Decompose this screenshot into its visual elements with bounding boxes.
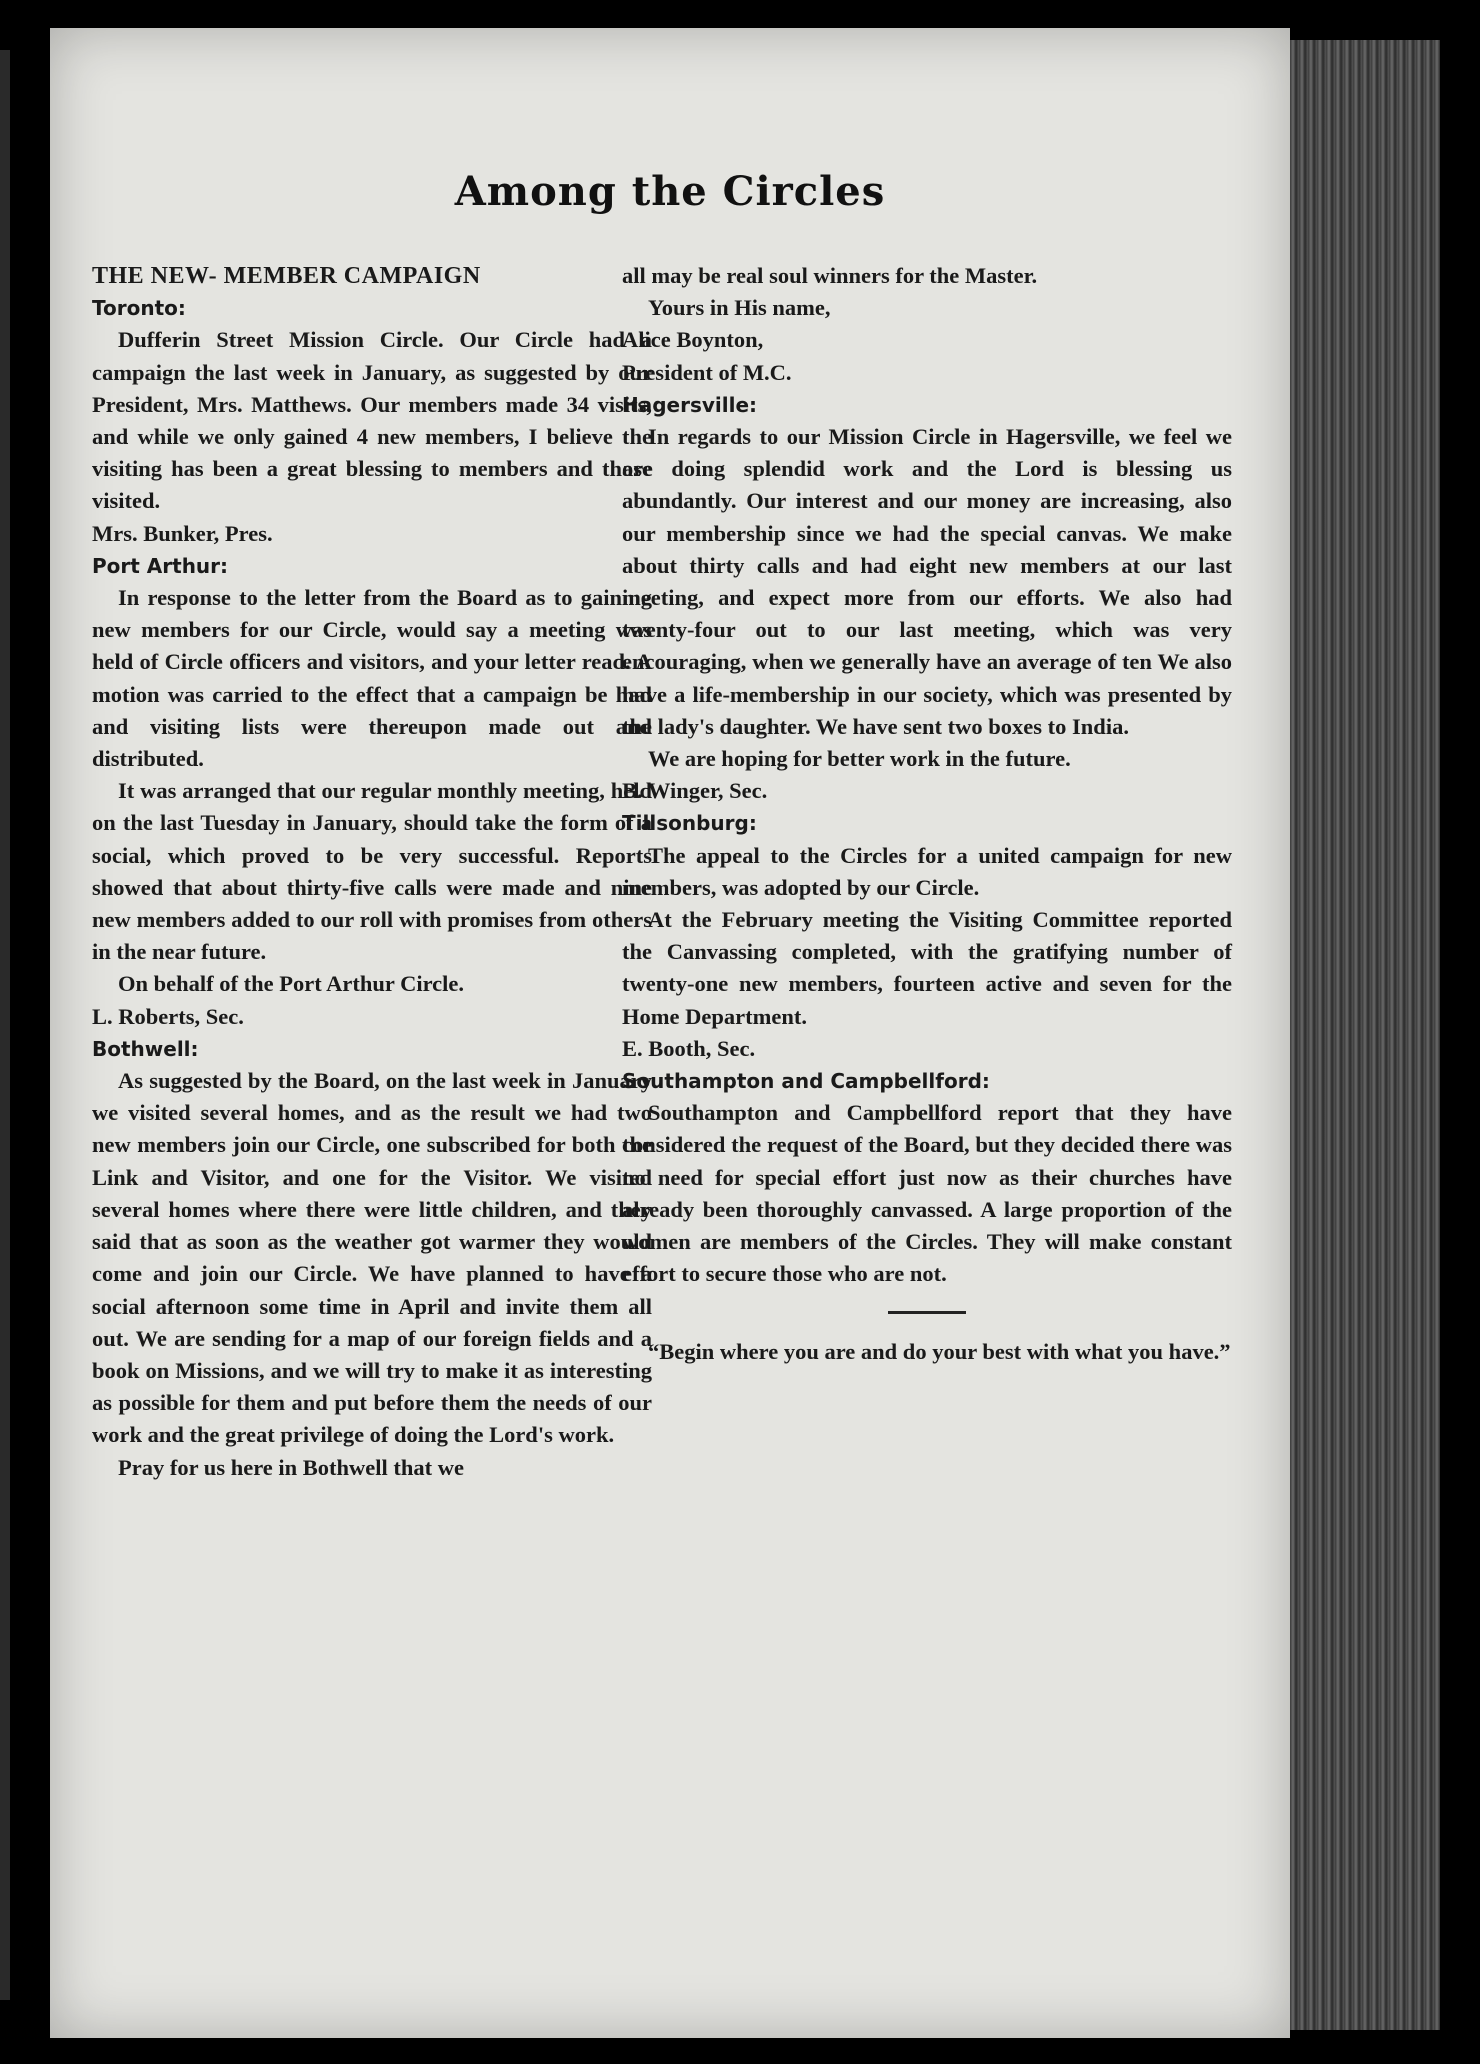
right-column: [622, 260, 1232, 1368]
toronto-heading: Toronto:: [92, 296, 186, 321]
port-arthur-body-1: In response to the letter from the Board as to gaining new members for our Circle, would say a meeting was held of Circle officers and visitors, and your letter read. A motion was carried to the effect that a campaign be had and visiting lists were thereupon made out and distributed.: [92, 585, 652, 772]
bothwell-signature-name: Alice Boynton,: [622, 327, 764, 353]
port-arthur-signature: L. Roberts, Sec.: [92, 1003, 244, 1029]
bothwell-body-2: Pray for us here in Bothwell that we: [118, 1454, 465, 1480]
hagersville-signature: B. Winger, Sec.: [622, 778, 768, 804]
bothwell-closing: Yours in His name,: [648, 295, 831, 321]
hagersville-heading: Hagersville:: [622, 392, 758, 417]
bothwell-signature-title: President of M.C.: [622, 359, 792, 385]
magazine-page: [50, 28, 1290, 2038]
page-stack-edge: [1290, 40, 1440, 2030]
tillsonburg-heading: Tillsonburg:: [622, 811, 757, 836]
left-column: [92, 260, 652, 1484]
bothwell-heading: Bothwell:: [92, 1036, 199, 1061]
southampton-heading: Southampton and Campbellford:: [622, 1069, 990, 1094]
toronto-body: Dufferin Street Mission Circle. Our Circle had a campaign the last week in January, as suggested by our President, Mrs. Matthews. Our members made 34 visits, and while we only gained 4 new members, I believe the visiting has been a great blessing to members and those visited.: [92, 327, 652, 514]
toronto-signature: Mrs. Bunker, Pres.: [92, 520, 273, 546]
port-arthur-body-3: On behalf of the Port Arthur Circle.: [118, 971, 465, 997]
bothwell-continued: all may be real soul winners for the Master.: [622, 263, 1038, 288]
port-arthur-heading: Port Arthur:: [92, 553, 229, 578]
southampton-body: Southampton and Campbellford report that they have considered the request of the Board, but they decided there was no need for special effort just now as their churches have already been thoroughly canvassed. A large proportion of the women are members of the Circles. They will make constant effort to secure those who are not.: [622, 1100, 1232, 1287]
tillsonburg-body-2: At the February meeting the Visiting Committee reported the Canvassing completed, with the gratifying number of twenty-one new members, fourteen active and seven for the Home Department.: [622, 907, 1232, 1029]
closing-quote: “Begin where you are and do your best with what you have.”: [648, 1338, 1231, 1364]
tillsonburg-signature: E. Booth, Sec.: [622, 1035, 756, 1061]
section-divider: [888, 1311, 966, 1314]
campaign-heading: THE NEW- MEMBER CAMPAIGN: [92, 263, 481, 289]
hagersville-body-2: We are hoping for better work in the future.: [648, 746, 1071, 772]
binding-shadow: [0, 50, 10, 2000]
tillsonburg-body-1: The appeal to the Circles for a united campaign for new members, was adopted by our Circle.: [622, 842, 1232, 900]
bothwell-body-1: As suggested by the Board, on the last week in January we visited several homes, and as the result we had two new members join our Circle, one subscribed for both the Link and Visitor, and one for the Visitor. We visited several homes where there were little children, and they said that as soon as the weather got warmer they would come and join our Circle. We have planned to have a social afternoon some time in April and invite them all out. We are sending for a map of our foreign fields and a book on Missions, and we will try to make it as interesting as possible for them and put before them the needs of our work and the great privilege of doing the Lord's work.: [92, 1068, 652, 1448]
port-arthur-body-2: It was arranged that our regular monthly meeting, held on the last Tuesday in January, should take the form of a social, which proved to be very successful. Reports showed that about thirty-five calls were made and nine new members added to our roll with promises from others in the near future.: [92, 778, 652, 965]
page-title: Among the Circles: [454, 168, 886, 215]
hagersville-body-1: In regards to our Mission Circle in Hagersville, we feel we are doing splendid work and the Lord is blessing us abundantly. Our interest and our money are increasing, also our membership since we had the special canvas. We make about thirty calls and had eight new members at our last meeting, and expect more from our efforts. We also had twenty-four out to our last meeting, which was very encouraging, when we generally have an average of ten We also have a life-membership in our society, which was presented by the lady's daughter. We have sent two boxes to India.: [622, 424, 1232, 739]
